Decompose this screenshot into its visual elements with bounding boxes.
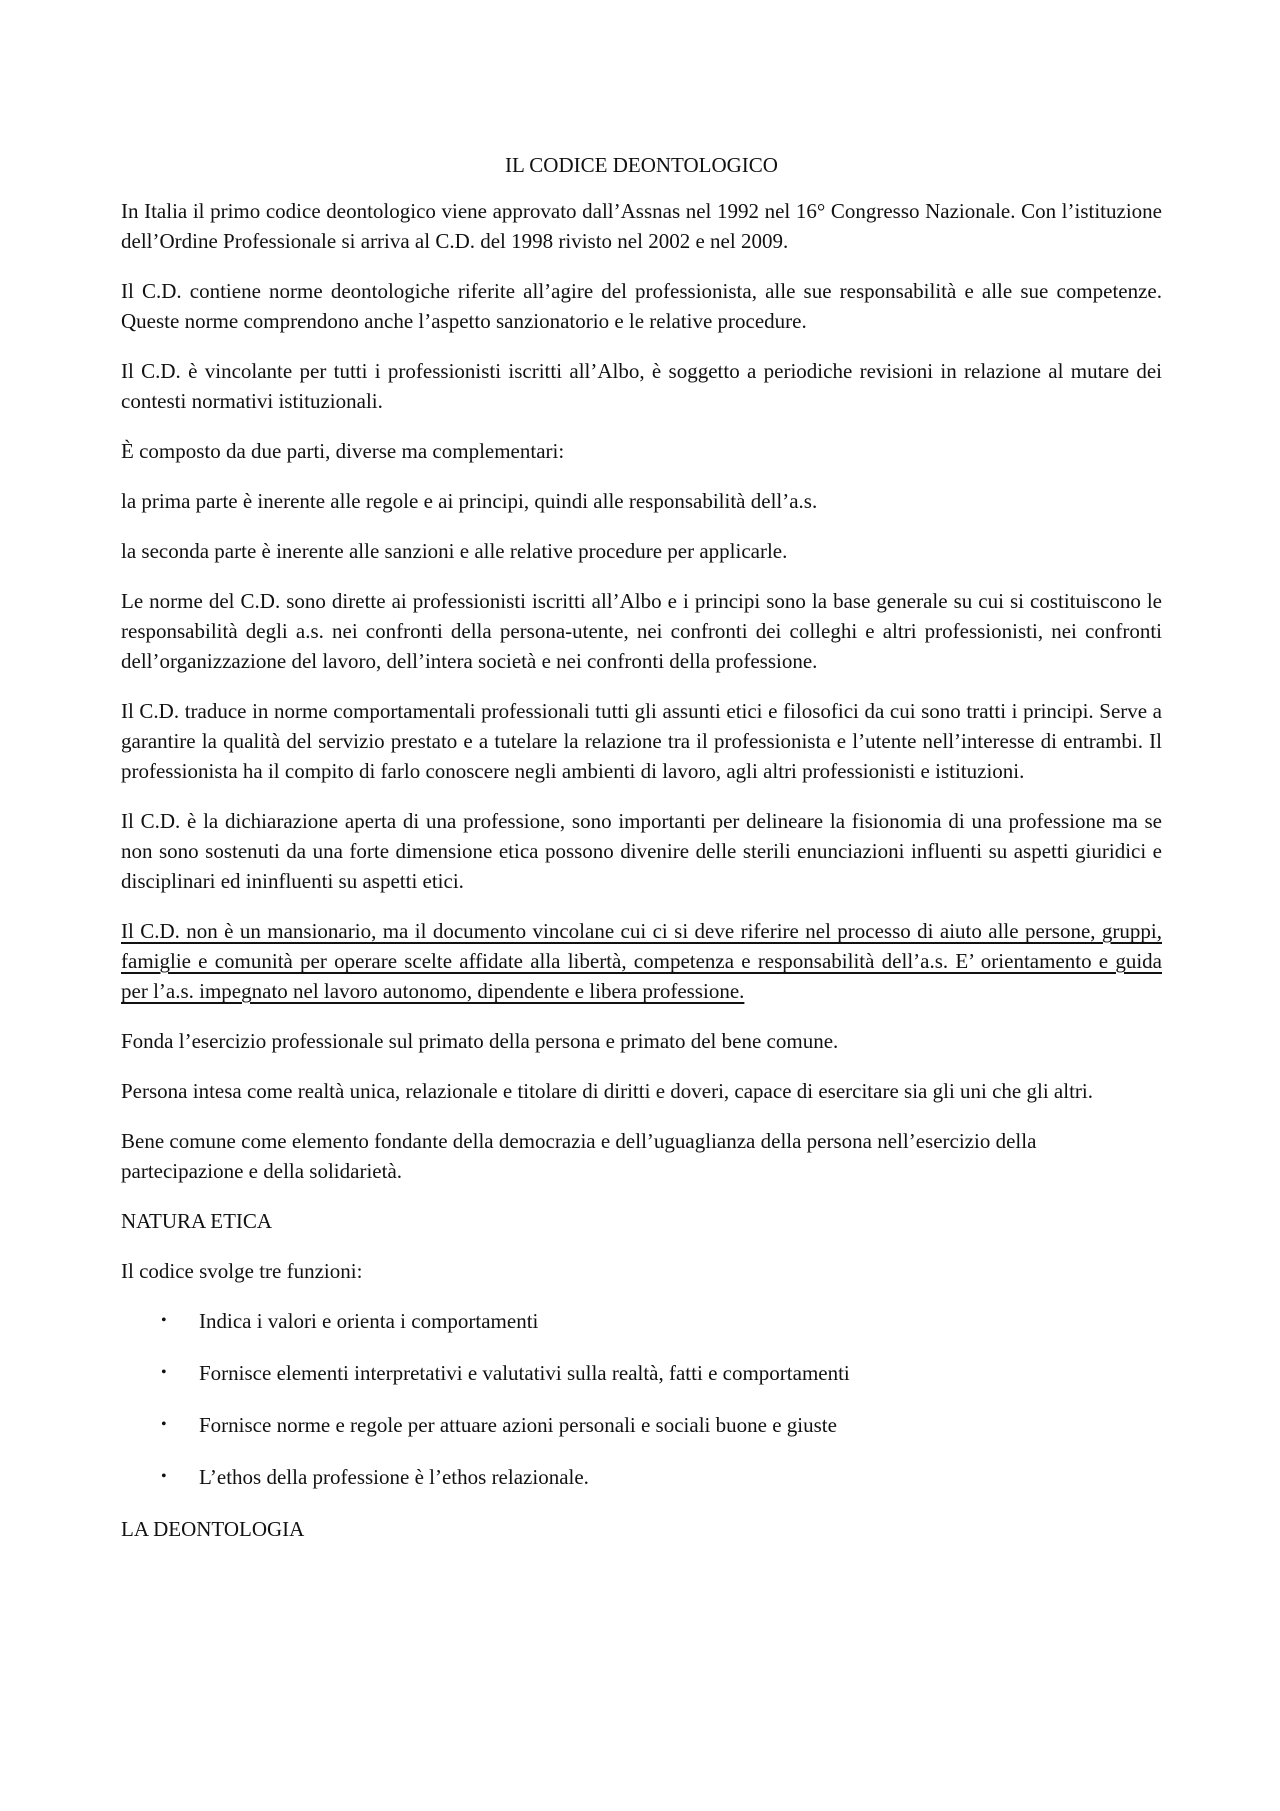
paragraph-not-mansionario: Il C.D. non è un mansionario, ma il documento vincolane cui ci si deve riferire nel processo di aiuto alle persone, gruppi, famiglie e comunità per operare scelte affidate alla libertà, competenza e responsabilità dell’a.s. E’ orientamento e guida per l’a.s. impegnato nel lavoro autonomo, dipendente e libera professione. [121,919,1162,1003]
section-heading-deontologia: LA DEONTOLOGIA [121,1517,305,1541]
bullet-icon: • [161,1416,167,1433]
list-item-text: Indica i valori e orienta i comportamenti [199,1309,539,1333]
document-title: IL CODICE DEONTOLOGICO [505,153,778,177]
bullet-icon: • [161,1364,167,1381]
list-item [121,1410,1162,1440]
list-item-text: L’ethos della professione è l’ethos relazionale. [199,1465,589,1489]
list-item [121,1358,1162,1388]
paragraph-binding: Il C.D. è vincolante per tutti i professionisti iscritti all’Albo, è soggetto a periodiche revisioni in relazione al mutare dei contesti normativi istituzionali. [121,359,1162,413]
bullet-icon: • [161,1468,167,1485]
paragraph-norms: Il C.D. contiene norme deontologiche riferite all’agire del professionista, alle sue responsabilità e alle sue competenze. Queste norme comprendono anche l’aspetto sanzionatorio e le relative procedure. [121,279,1162,333]
section-heading-natura-etica: NATURA ETICA [121,1209,273,1233]
paragraph-primacy: Fonda l’esercizio professionale sul primato della persona e primato del bene comune. [121,1029,839,1053]
list-item-text: Fornisce elementi interpretativi e valutativi sulla realtà, fatti e comportamenti [199,1361,850,1385]
bullet-icon: • [161,1312,167,1329]
list-item [121,1462,1162,1492]
list-item-text: Fornisce norme e regole per attuare azioni personali e sociali buone e giuste [199,1413,837,1437]
paragraph-person: Persona intesa come realtà unica, relazionale e titolare di diritti e doveri, capace di esercitare sia gli uni che gli altri. [121,1079,1093,1103]
list-item [121,1306,1162,1336]
paragraph-recipients: Le norme del C.D. sono dirette ai professionisti iscritti all’Albo e i principi sono la base generale su cui si costituiscono le responsabilità degli a.s. nei confronti della persona-utente, nei confronti dei colleghi e altri professionisti, nei confronti dell’organizzazione del lavoro, dell’intera società e nei confronti della professione. [121,589,1162,673]
paragraph-second-part: la seconda parte è inerente alle sanzioni e alle relative procedure per applicarle. [121,539,788,563]
paragraph-two-parts: È composto da due parti, diverse ma complementari: [121,439,565,463]
paragraph-declaration: Il C.D. è la dichiarazione aperta di una professione, sono importanti per delineare la fisionomia di una professione ma se non sono sostenuti da una forte dimensione etica possono divenire delle sterili enunciazioni influenti su aspetti giuridici e disciplinari ed ininfluenti su aspetti etici. [121,809,1162,893]
paragraph-functions-intro: Il codice svolge tre funzioni: [121,1259,363,1283]
functions-list [121,1306,1162,1492]
paragraph-common-good: Bene comune come elemento fondante della democrazia e dell’uguaglianza della persona nell’esercizio della partecipazione e della solidarietà. [121,1129,1037,1183]
paragraph-history: In Italia il primo codice deontologico viene approvato dall’Assnas nel 1992 nel 16° Congresso Nazionale. Con l’istituzione dell’Ordine Professionale si arriva al C.D. del 1998 rivisto nel 2002 e nel 2009. [121,199,1162,253]
paragraph-translation: Il C.D. traduce in norme comportamentali professionali tutti gli assunti etici e filosofici da cui sono tratti i principi. Serve a garantire la qualità del servizio prestato e a tutelare la relazione tra il professionista e l’utente nell’interesse di entrambi. Il professionista ha il compito di farlo conoscere negli ambienti di lavoro, agli altri professionisti e istituzioni. [121,699,1162,783]
paragraph-first-part: la prima parte è inerente alle regole e ai principi, quindi alle responsabilità dell’a.s. [121,489,818,513]
